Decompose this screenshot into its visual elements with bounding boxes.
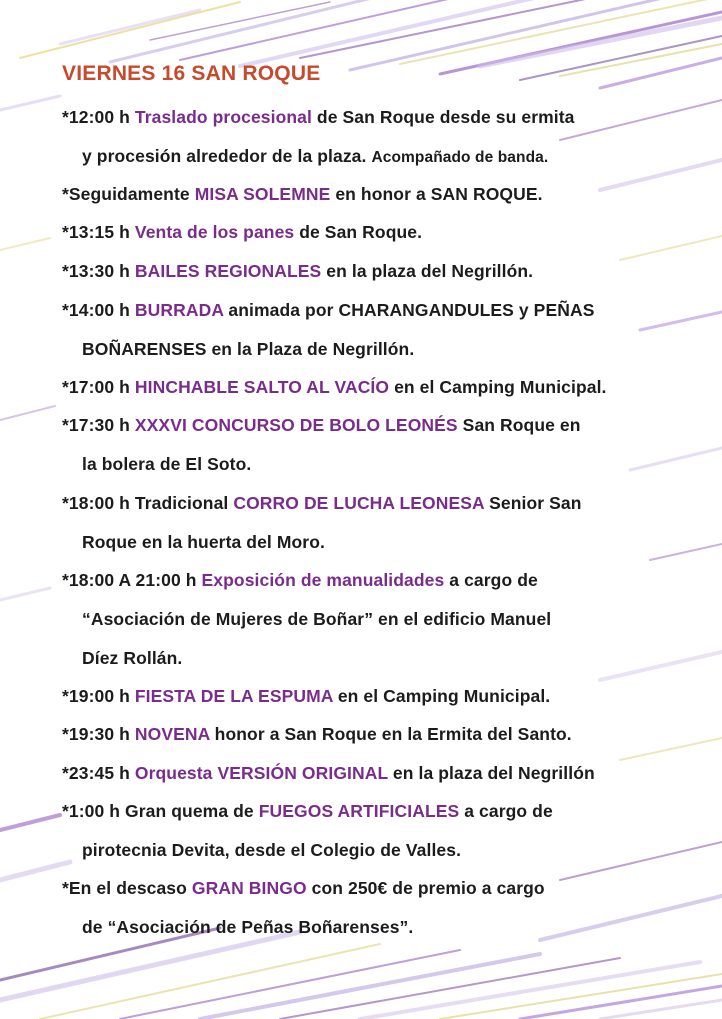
- program-text: y procesión alrededor de la plaza.: [82, 146, 372, 166]
- program-text: Senior San: [484, 493, 582, 513]
- program-text: *17:30 h: [62, 415, 135, 435]
- program-text: animada por CHARANGANDULES y PEÑAS: [223, 300, 595, 320]
- event-name: MISA SOLEMNE: [194, 184, 331, 204]
- program-line: [82, 609, 551, 630]
- program-text: en la plaza del Negrillón.: [321, 261, 534, 281]
- program-text: Roque en la huerta del Moro.: [82, 532, 325, 552]
- program-text: *23:45 h: [62, 763, 135, 783]
- program-text: en el Camping Municipal.: [389, 377, 607, 397]
- program-line: [62, 686, 550, 707]
- program-text: *En el descaso: [62, 878, 192, 898]
- program-line: [82, 840, 461, 861]
- program-line: [82, 648, 182, 669]
- program-text: *19:00 h: [62, 686, 135, 706]
- event-name: CORRO DE LUCHA LEONESA: [233, 493, 485, 513]
- program-line: [62, 300, 594, 321]
- program-text: *13:30 h: [62, 261, 135, 281]
- event-name: Orquesta VERSIÓN ORIGINAL: [134, 763, 388, 783]
- program-text: *14:00 h: [62, 300, 135, 320]
- event-name: BURRADA: [134, 300, 224, 320]
- event-name: Venta de los panes: [134, 222, 295, 242]
- program-line: [62, 222, 422, 243]
- program-line: [82, 532, 325, 553]
- program-text: *17:00 h: [62, 377, 135, 397]
- program-text: de “Asociación de Peñas Boñarenses”.: [82, 917, 414, 937]
- program-text: en la plaza del Negrillón: [387, 763, 595, 783]
- program-line: [62, 570, 538, 591]
- program-line: [82, 146, 548, 167]
- program-text: honor a San Roque en la Ermita del Santo.: [209, 724, 572, 744]
- program-text: la bolera de El Soto.: [82, 454, 252, 474]
- event-name: FIESTA DE LA ESPUMA: [134, 686, 333, 706]
- event-name: Exposición de manualidades: [201, 570, 445, 590]
- program-text: *19:30 h: [62, 724, 135, 744]
- program-text: a cargo de: [444, 570, 538, 590]
- program-text: con 250€ de premio a cargo: [306, 878, 545, 898]
- event-name: Traslado procesional: [134, 107, 312, 127]
- program-line: [62, 415, 581, 436]
- program-line: [62, 878, 545, 899]
- program-line: [82, 917, 413, 938]
- event-name: BAILES REGIONALES: [134, 261, 322, 281]
- program-text: Díez Rollán.: [82, 648, 183, 668]
- program-line: [62, 724, 572, 745]
- program-line: [62, 763, 595, 784]
- program-text: *Seguidamente: [62, 184, 195, 204]
- program-text: a cargo de: [459, 801, 553, 821]
- program-line: [62, 493, 582, 514]
- program-text: pirotecnia Devita, desde el Colegio de Valles.: [82, 840, 462, 860]
- program-line: [82, 339, 414, 360]
- program-text: *13:15 h: [62, 222, 135, 242]
- program-line: [62, 184, 543, 205]
- program-text: BOÑARENSES en la Plaza de Negrillón.: [82, 339, 415, 359]
- program-text: *12:00 h: [62, 107, 135, 127]
- program-text: en honor a SAN ROQUE.: [330, 184, 543, 204]
- event-name: GRAN BINGO: [191, 878, 307, 898]
- program-text: *18:00 h Tradicional: [62, 493, 234, 513]
- program-text: Acompañado de banda.: [371, 149, 549, 166]
- program-text: en el Camping Municipal.: [332, 686, 551, 706]
- program-text: “Asociación de Mujeres de Boñar” en el edificio Manuel: [82, 609, 552, 629]
- event-name: FUEGOS ARTIFICIALES: [258, 801, 460, 821]
- event-name: HINCHABLE SALTO AL VACÍO: [134, 377, 390, 397]
- program-line: [62, 801, 553, 822]
- program-line: [62, 377, 607, 398]
- program-line: [82, 454, 251, 475]
- page-title: VIERNES 16 SAN ROQUE: [62, 62, 321, 85]
- program-line: [62, 261, 533, 282]
- event-name: NOVENA: [134, 724, 210, 744]
- program-line: [62, 107, 575, 128]
- program-text: de San Roque desde su ermita: [311, 107, 575, 127]
- program-text: de San Roque.: [294, 222, 423, 242]
- program-text: San Roque en: [457, 415, 581, 435]
- program-text: *18:00 A 21:00 h: [62, 570, 202, 590]
- event-name: XXXVI CONCURSO DE BOLO LEONÉS: [134, 415, 458, 435]
- program-text: *1:00 h Gran quema de: [62, 801, 259, 821]
